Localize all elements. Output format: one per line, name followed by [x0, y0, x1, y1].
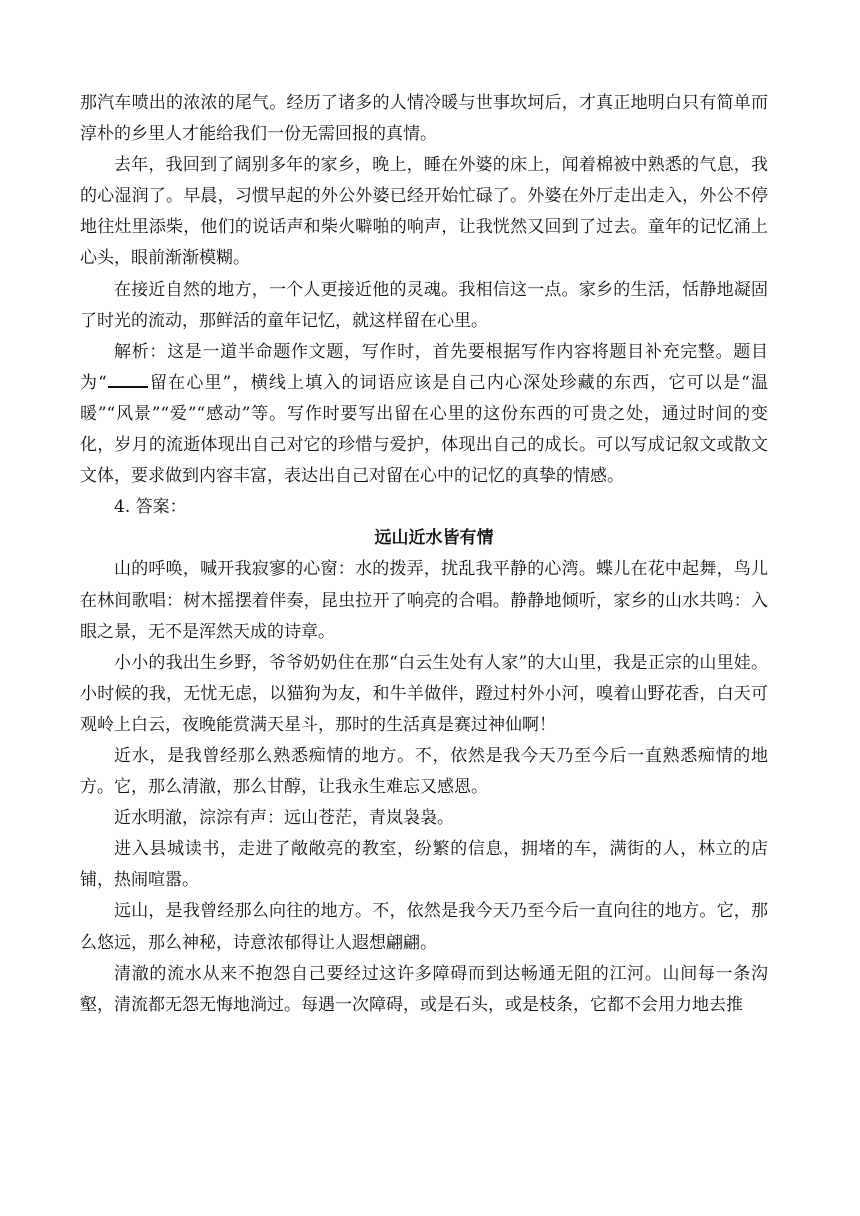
paragraph-far-mountain: 远山，是我曾经那么向往的地方。不，依然是我今天乃至今后一直向往的地方。它，那么悠远，那么神秘，诗意浓郁得让人遐想翩翩。	[80, 901, 768, 953]
analysis-text-start: 解析：这是一道半命题作文题，写作时，首先要根据写作内容将题目补充完整。题目为“	[80, 341, 768, 393]
analysis-text-end: 留在心里”，横线上填入的词语应该是自己内心深处珍藏的东西，它可以是“温暖”“风景”“爱”“感动”等。写作时要写出留在心里的这份东西的可贵之处，通过时间的变化，岁月的流逝体现出自己对它的珍惜与爱护，体现出自己的成长。可以写成记叙文或散文文体，要求做到内容丰富，表达出自己对留在心中的记忆的真挚的情感。	[80, 372, 768, 487]
paragraph-water-mountain: 近水明澈，淙淙有声：远山苍茫，青岚袅袅。	[114, 808, 454, 829]
paragraph-analysis	[80, 337, 768, 492]
essay-title: 远山近水皆有情	[374, 528, 494, 549]
paragraph-mountain-call: 山的呼唤，喊开我寂寥的心窗：水的拨弄，扰乱我平静的心湾。蝶儿在花中起舞，鸟儿在林间歌唱：树木摇摆着伴奏，昆虫拉开了响亮的合唱。静静地倾听，家乡的山水共鸣：入眼之景，无不是浑然天成的诗章。	[80, 559, 768, 642]
paragraph-hometown-return: 去年，我回到了阔别多年的家乡，晚上，睡在外婆的床上，闻着棉被中熟悉的气息，我的心湿润了。早晨，习惯早起的外公外婆已经开始忙碌了。外婆在外厅走出走入，外公不停地往灶里添柴，他们的说话声和柴火噼啪的响声，让我恍然又回到了过去。童年的记忆涌上心头，眼前渐渐模糊。	[80, 155, 768, 269]
paragraph-childhood: 小小的我出生乡野，爷爷奶奶住在那“白云生处有人家”的大山里，我是正宗的山里娃。小时候的我，无忧无虑，以猫狗为友，和牛羊做伴，蹬过村外小河，嗅着山野花香，白天可观岭上白云，夜晚能赏满天星斗，那时的生活真是赛过神仙啊！	[80, 652, 768, 735]
paragraph-county-school: 进入县城读书，走进了敞敞亮的教室，纷繁的信息，拥堵的车，满街的人，林立的店铺，热闹喧嚣。	[80, 839, 768, 891]
paragraph-continuation: 那汽车喷出的浓浓的尾气。经历了诸多的人情冷暖与世事坎坷后，才真正地明白只有简单而淳朴的乡里人才能给我们一份无需回报的真情。	[80, 93, 768, 145]
paragraph-near-water: 近水，是我曾经那么熟悉痴情的地方。不，依然是我今天乃至今后一直熟悉痴情的地方。它，那么清澈，那么甘醇，让我永生难忘又感恩。	[80, 745, 768, 798]
fill-in-blank-line	[108, 370, 148, 388]
answer-label: 4. 答案：	[114, 497, 187, 518]
paragraph-clear-stream: 清澈的流水从来不抱怨自己要经过这许多障碍而到达畅通无阻的江河。山间每一条沟壑，清流都无怨无悔地淌过。每遇一次障碍，或是石头，或是枝条，它都不会用力地去推	[80, 963, 768, 1015]
paragraph-nature-soul: 在接近自然的地方，一个人更接近他的灵魂。我相信这一点。家乡的生活，恬静地凝固了时光的流动，那鲜活的童年记忆，就这样留在心里。	[80, 279, 768, 331]
